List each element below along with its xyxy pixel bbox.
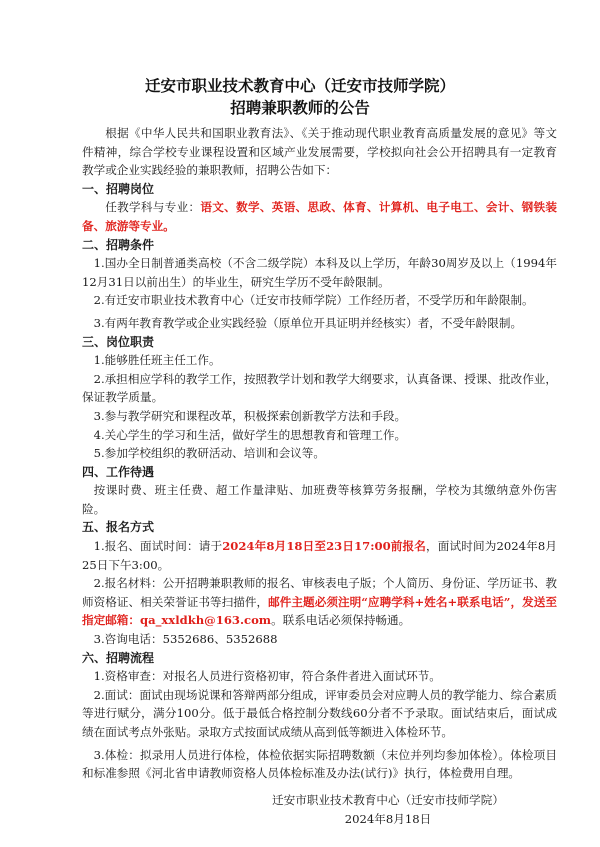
requirement-item: 1.国办全日制普通类高校（不含二级学院）本科及以上学历，年龄30周岁及以上（1994年12月31日以前出生）的毕业生，研究生学历不受年龄限制。 [82,256,557,289]
registration-materials [82,574,557,630]
registration-materials-tail: 。联系电话必须保持畅通。 [271,613,411,628]
section-heading-process: 六、招聘流程 [82,650,155,665]
duty-item: 2.承担相应学科的教学工作，按照教学计划和教学大纲要求，认真备课、授课、批改作业，保证教学质量。 [82,371,557,405]
positions-subjects: 语文、数学、英语、思政、体育、计算机、电子电工、会计、钢铁装备、旅游等专业。 [82,200,557,233]
duty-item: 1.能够胜任班主任工作。 [93,353,221,368]
document-title: 迁安市职业技术教育中心（迁安市技师学院） [144,77,455,95]
email-instruction: 邮件主题必须注明“应聘学科+姓名+联系电话”，发送至指定邮箱：qa_xxldkh@163.com [82,594,557,628]
registration-time-tail: ，面试时间为2024年8月25日下午3:00。 [82,539,558,572]
registration-deadline: 2024年8月18日至23日17:00前报名 [222,539,427,554]
signature-block [258,791,518,828]
consult-phone: 3.咨询电话：5352686、5352688 [93,632,278,647]
positions-paragraph [82,198,557,235]
intro-paragraph: 根据《中华人民共和国职业教育法》、《关于推动现代职业教育高质量发展的意见》等文件精神，综合学校专业课程设置和区域产业发展需要，学校拟向社会公开招聘具有一定教育教学或企业实践经验的兼职教师，招聘公告如下： [82,126,557,178]
process-item: 2.面试：面试由现场说课和答辩两部分组成，评审委员会对应聘人员的教学能力、综合素质等进行赋分，满分100分。低于最低合格控制分数线60分者不予录取。面试结束后，面试成绩在面试考点外张贴。录取方式按面试成绩从高到低等额进入体检环节。 [82,687,557,739]
section-heading-requirements: 二、招聘条件 [82,237,155,252]
signature-date: 2024年8月18日 [344,811,432,826]
section-heading-registration: 五、报名方式 [82,520,155,535]
section-heading-benefits: 四、工作待遇 [82,464,155,479]
document-body [82,124,557,783]
signature-org: 迁安市职业技术教育中心（迁安市技师学院） [272,793,504,807]
duty-item: 3.参与教学研究和课程改革，积极探索创新教学方法和手段。 [93,408,407,423]
registration-time [82,537,557,574]
registration-time-lead: 1.报名、面试时间：请于 [93,539,223,554]
process-item: 3.体检：拟录用人员进行体检，体检依据实际招聘数额（末位并列均参加体检）。体检项目和标准参照《河北省申请教师资格人员体检标准及办法(试行)》执行，体检费用自理。 [82,747,557,781]
requirement-item: 3.有两年教育教学或企业实践经验（原单位开具证明并经核实）者，不受年龄限制。 [93,315,523,330]
duty-item: 4.关心学生的学习和生活，做好学生的思想教育和管理工作。 [93,427,407,442]
requirement-item: 2.有迁安市职业技术教育中心（迁安市技师学院）工作经历者，不受学历和年龄限制。 [93,293,534,308]
section-heading-positions: 一、招聘岗位 [82,181,155,196]
duty-item: 5.参加学校组织的教研活动、培训和会议等。 [93,446,325,461]
benefits-paragraph: 按课时费、班主任费、超工作量津贴、加班费等核算劳务报酬，学校为其缴纳意外伤害险。 [82,483,557,516]
section-heading-duties: 三、岗位职责 [82,334,155,349]
registration-materials-lead: 2.报名材料：公开招聘兼职教师的报名、审核表电子版；个人简历、身份证、学历证书、教师资格证、相关荣誉证书等扫描件， [82,576,557,609]
process-item: 1.资格审查：对报名人员进行资格初审，符合条件者进入面试环节。 [93,669,441,684]
document-subtitle: 招聘兼职教师的公告 [230,99,370,117]
positions-lead: 任教学科与专业： [105,200,201,215]
